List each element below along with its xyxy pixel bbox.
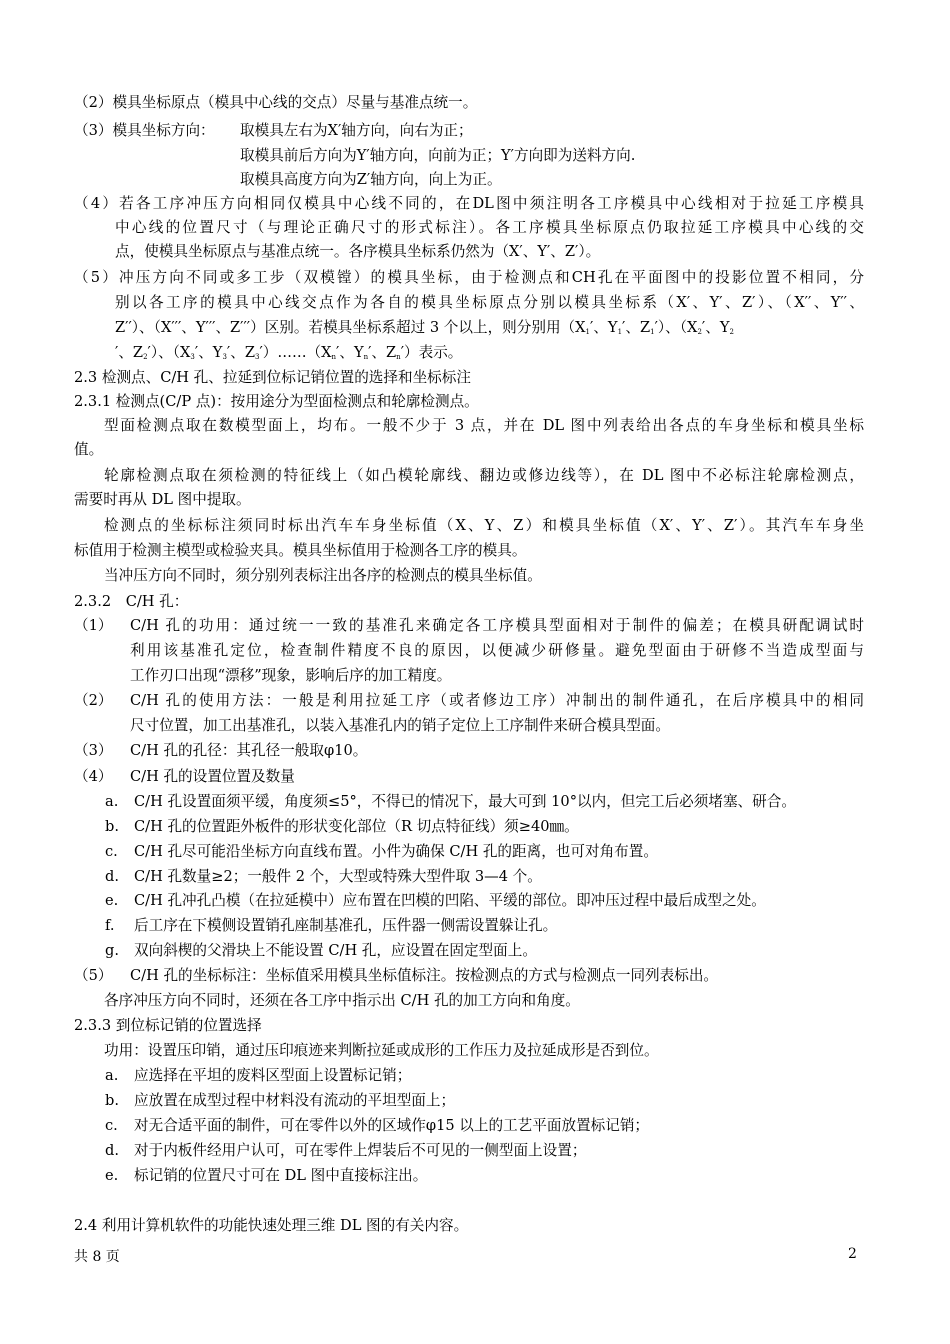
section-heading: 2.3.3 到位标记销的位置选择 bbox=[74, 1017, 262, 1034]
list-item: C/H 孔数量≥2；一般件 2 个，大型或特殊大型件取 3—4 个。 bbox=[134, 868, 542, 885]
list-item: 对于内板件经用户认可，可在零件上焊装后不可见的一侧型面上设置； bbox=[134, 1142, 587, 1159]
list-item: C/H 孔设置面须平缓，角度须≤5°，不得已的情况下，最大可到 10°以内，但完工后必须堵塞、研合。 bbox=[134, 793, 796, 810]
section-heading: 2.4 利用计算机软件的功能快速处理三维 DL 图的有关内容。 bbox=[74, 1217, 469, 1234]
list-marker: （1） bbox=[74, 617, 113, 634]
list-marker: g. bbox=[105, 942, 119, 959]
list-marker: b. bbox=[105, 1092, 119, 1109]
para-line: C/H 孔的设置位置及数量 bbox=[130, 768, 295, 785]
para-line: 取模具左右为X′轴方向，向右为正； bbox=[240, 122, 473, 139]
list-marker: f. bbox=[105, 917, 115, 934]
para-line: 需要时再从 DL 图中提取。 bbox=[74, 491, 251, 508]
list-item: C/H 孔冲孔凸模（在拉延模中）应布置在凹模的凹陷、平缓的部位。即冲压过程中最后成型之处。 bbox=[134, 892, 766, 909]
para-line: 型面检测点取在数模型面上，均布。一般不少于 3 点，并在 DL 图中列表给出各点的车身坐标和模具坐标 bbox=[104, 417, 864, 434]
page-total: 共 8 页 bbox=[74, 1249, 120, 1265]
list-marker: （5） bbox=[74, 967, 113, 984]
para-line: 中心线的位置尺寸（与理论正确尺寸的形式标注）。各工序模具坐标原点仍取拉延工序模具中心线的交 bbox=[115, 219, 864, 236]
para-line: 别以各工序的模具中心线交点作为各自的模具坐标原点分别以模具坐标系（X′、Y′、Z′）、（X′′、Y′′、 bbox=[115, 294, 864, 311]
list-marker: b. bbox=[105, 818, 119, 835]
list-item: C/H 孔的位置距外板件的形状变化部位（R 切点特征线）须≥40㎜。 bbox=[134, 818, 579, 835]
list-marker: e. bbox=[105, 892, 119, 909]
list-item: 双向斜楔的父滑块上不能设置 C/H 孔，应设置在固定型面上。 bbox=[134, 942, 537, 959]
para-line: 检测点的坐标标注须同时标出汽车车身坐标值（X、Y、Z）和模具坐标值（X′、Y′、Z′）。其汽车车身坐 bbox=[104, 517, 864, 534]
list-marker: d. bbox=[105, 868, 119, 885]
list-item: 后工序在下模侧设置销孔座制基准孔，压件器一侧需设置躲让孔。 bbox=[134, 917, 558, 934]
para-line: （2）模具坐标原点（模具中心线的交点）尽量与基准点统一。 bbox=[74, 94, 478, 111]
para-line: 点，使模具坐标原点与基准点统一。各序模具坐标系仍然为（X′、Y′、Z′）。 bbox=[115, 243, 601, 260]
list-item: 对无合适平面的制件，可在零件以外的区域作φ15 以上的工艺平面放置标记销； bbox=[134, 1117, 650, 1134]
para-line: 利用该基准孔定位，检查制件精度不良的原因，以便减少研修量。避免型面由于研修不当造成型面与 bbox=[130, 642, 864, 659]
para-line: 当冲压方向不同时，须分别列表标注出各序的检测点的模具坐标值。 bbox=[104, 567, 542, 584]
list-marker: （2） bbox=[74, 692, 113, 709]
para-line: 标值用于检测主模型或检验夹具。模具坐标值用于检测各工序的模具。 bbox=[74, 542, 527, 559]
para-line: 工作刃口出现“漂移”现象，影响后序的加工精度。 bbox=[130, 667, 452, 684]
para-line: 取模具高度方向为Z′轴方向，向上为正。 bbox=[240, 171, 502, 188]
para-line: ′、$Z_2'$）、（$X_3'$、$Y_3'$、$Z_3')\dots\dots(X_n'$、$Y_n'$、$Z_n'$）表示。 bbox=[115, 344, 463, 361]
list-item: C/H 孔尽可能沿坐标方向直线布置。小件为确保 C/H 孔的距离，也可对角布置。 bbox=[134, 843, 658, 860]
para-line: 功用：设置压印销，通过压印痕迹来判断拉延或成形的工作压力及拉延成形是否到位。 bbox=[104, 1042, 659, 1059]
section-heading: 2.3.2 C/H 孔： bbox=[74, 593, 189, 610]
list-item: 应放置在成型过程中材料没有流动的平坦型面上； bbox=[134, 1092, 456, 1109]
para-line: Z′′）、（X′′′、Y′′′、Z′′′）区别。若模具坐标系超过 3 个以上，则分别用（$X_1'$、$Y_1'$、$Z_1'$）、（$X_2'$、$Y_2$ bbox=[115, 319, 734, 336]
section-heading: 2.3 检测点、C/H 孔、拉延到位标记销位置的选择和坐标标注 bbox=[74, 369, 471, 386]
para-line: （5）冲压方向不同或多工步（双模镗）的模具坐标，由于检测点和CH孔在平面图中的投影位置不相同，分 bbox=[74, 269, 864, 286]
list-marker: a. bbox=[105, 793, 119, 810]
list-marker: a. bbox=[105, 1067, 119, 1084]
para-line: 值。 bbox=[74, 441, 104, 458]
para-line: C/H 孔的功用：通过统一一致的基准孔来确定各工序模具型面相对于制件的偏差；在模具研配调试时 bbox=[130, 617, 864, 634]
list-marker: （4） bbox=[74, 768, 113, 785]
list-item: 标记销的位置尺寸可在 DL 图中直接标注出。 bbox=[134, 1167, 428, 1184]
para-line: 尺寸位置，加工出基准孔，以装入基准孔内的销子定位上工序制件来研合模具型面。 bbox=[130, 717, 670, 734]
section-heading: 2.3.1 检测点(C/P 点)：按用途分为型面检测点和轮廓检测点。 bbox=[74, 393, 479, 410]
list-marker: c. bbox=[105, 843, 118, 860]
para-line: C/H 孔的使用方法：一般是利用拉延工序（或者修边工序）冲制出的制件通孔，在后序模具中的相同 bbox=[130, 692, 864, 709]
list-marker: e. bbox=[105, 1167, 119, 1184]
page-number: 2 bbox=[848, 1246, 857, 1262]
list-marker: （3） bbox=[74, 742, 113, 759]
para-line: 轮廓检测点取在须检测的特征线上（如凸模轮廓线、翻边或修边线等），在 DL 图中不必标注轮廓检测点， bbox=[104, 467, 864, 484]
para-line: 取模具前后方向为Y′轴方向，向前为正；Y′方向即为送料方向. bbox=[240, 147, 636, 164]
list-item: 应选择在平坦的废料区型面上设置标记销； bbox=[134, 1067, 412, 1084]
para-line: （4）若各工序冲压方向相同仅模具中心线不同的，在DL图中须注明各工序模具中心线相对于拉延工序模具 bbox=[74, 195, 864, 212]
list-marker: d. bbox=[105, 1142, 119, 1159]
para-line: 各序冲压方向不同时，还须在各工序中指示出 C/H 孔的加工方向和角度。 bbox=[104, 992, 580, 1009]
para-line: （3）模具坐标方向： bbox=[74, 122, 215, 139]
para-line: C/H 孔的坐标标注：坐标值采用模具坐标值标注。按检测点的方式与检测点一同列表标出。 bbox=[130, 967, 719, 984]
list-marker: c. bbox=[105, 1117, 118, 1134]
para-line: C/H 孔的孔径：其孔径一般取φ10。 bbox=[130, 742, 368, 759]
